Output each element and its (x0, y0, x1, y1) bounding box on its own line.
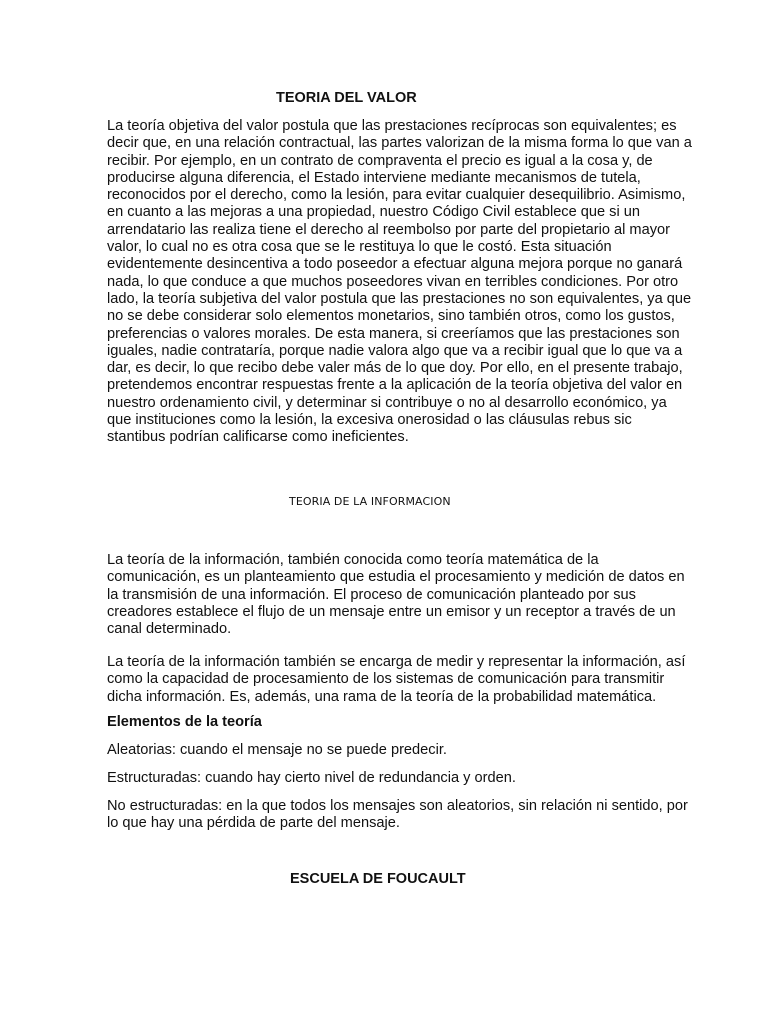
text-line: comunicación, es un planteamiento que estudia el procesamiento y medición de datos en (107, 569, 685, 586)
section-title-escuela-de-foucault: ESCUELA DE FOUCAULT (290, 871, 466, 887)
text-line: No estructuradas: en la que todos los mensajes son aleatorios, sin relación ni sentido, por (107, 798, 688, 814)
text-line: dicha información. Es, además, una rama de la teoría de la probabilidad matemática. (107, 688, 657, 705)
text-line: decir que, en una relación contractual, las partes valorizan de la misma forma lo que van a (107, 135, 692, 152)
text-line: stantibus podrían calificarse como ineficientes. (107, 429, 409, 446)
text-line: en cuanto a las mejoras a una propiedad, nuestro Código Civil establece que si un (107, 204, 641, 221)
text-line: La teoría de la información también se encarga de medir y representar la información, así (107, 654, 686, 670)
paragraph-informacion-medicion (107, 654, 686, 706)
text-line: lado, la teoría subjetiva del valor postula que las prestaciones no son equivalentes, ya que (107, 290, 692, 307)
text-line: reconocidos por el derecho, como la lesión, para evitar cualquier desequilibrio. Asimismo, (107, 187, 686, 204)
item-no-estructuradas (107, 798, 688, 833)
text-line: Estructuradas: cuando hay cierto nivel de redundancia y orden. (107, 770, 516, 786)
text-line: Aleatorias: cuando el mensaje no se puede predecir. (107, 742, 447, 758)
text-line: nada, lo que conduce a que muchos poseedores vivan en terribles condiciones. Por otro (107, 273, 679, 290)
text-line: pretendemos encontrar respuestas frente a la aplicación de la teoría objetiva del valor en (107, 377, 683, 394)
item-estructuradas (107, 770, 667, 787)
text-line: valor, lo cual no es otra cosa que se le restituya lo que le costó. Esta situación (107, 239, 612, 256)
paragraph-teoria-del-valor (107, 118, 692, 447)
text-line: preferencias o valores morales. De esta manera, si creeríamos que las prestaciones son (107, 325, 680, 342)
section-title-teoria-del-valor: TEORIA DEL VALOR (276, 90, 417, 106)
text-line: lo que hay una pérdida de parte del mensaje. (107, 815, 400, 832)
text-line: arrendatario las realiza tiene el derecho al reembolso por parte del propietario al mayor (107, 221, 670, 238)
text-line: que instituciones como la lesión, la excesiva onerosidad o las cláusulas rebus sic (107, 412, 632, 429)
paragraph-informacion-intro (107, 552, 685, 638)
text-line: recibir. Por ejemplo, en un contrato de compraventa el precio es igual a la cosa y, de (107, 152, 653, 169)
text-line: canal determinado. (107, 621, 232, 638)
text-line: evidentemente desincentiva a todo poseedor a efectuar alguna mejora porque no ganará (107, 256, 683, 273)
text-line: nuestro ordenamiento civil, y determinar si contribuye o no al desarrollo económico, ya (107, 394, 667, 411)
text-line: dar, es decir, lo que recibo debe valer más de lo que doy. Por ello, en el presente trabajo, (107, 360, 683, 377)
item-aleatorias (107, 742, 667, 759)
section-title-teoria-de-la-informacion: TEORIA DE LA INFORMACION (289, 495, 451, 508)
text-line: iguales, nadie contrataría, porque nadie valora algo que va a recibir igual que lo que va a (107, 342, 683, 359)
text-line: la transmisión de una información. El proceso de comunicación planteado por sus (107, 586, 636, 603)
text-line: La teoría objetiva del valor postula que las prestaciones recíprocas son equivalentes; es (107, 118, 677, 134)
text-line: producirse alguna diferencia, el Estado interviene mediante mecanismos de tutela, (107, 169, 641, 186)
text-line: como la capacidad de procesamiento de los sistemas de comunicación para transmitir (107, 671, 665, 688)
text-line: creadores establece el flujo de un mensaje entre un emisor y un receptor a través de un (107, 603, 676, 620)
text-line: La teoría de la información, también conocida como teoría matemática de la (107, 552, 599, 568)
subheading-elementos-de-la-teoria: Elementos de la teoría (107, 714, 262, 730)
text-line: no se debe considerar solo elementos monetarios, sino también otros, como los gustos, (107, 308, 675, 325)
